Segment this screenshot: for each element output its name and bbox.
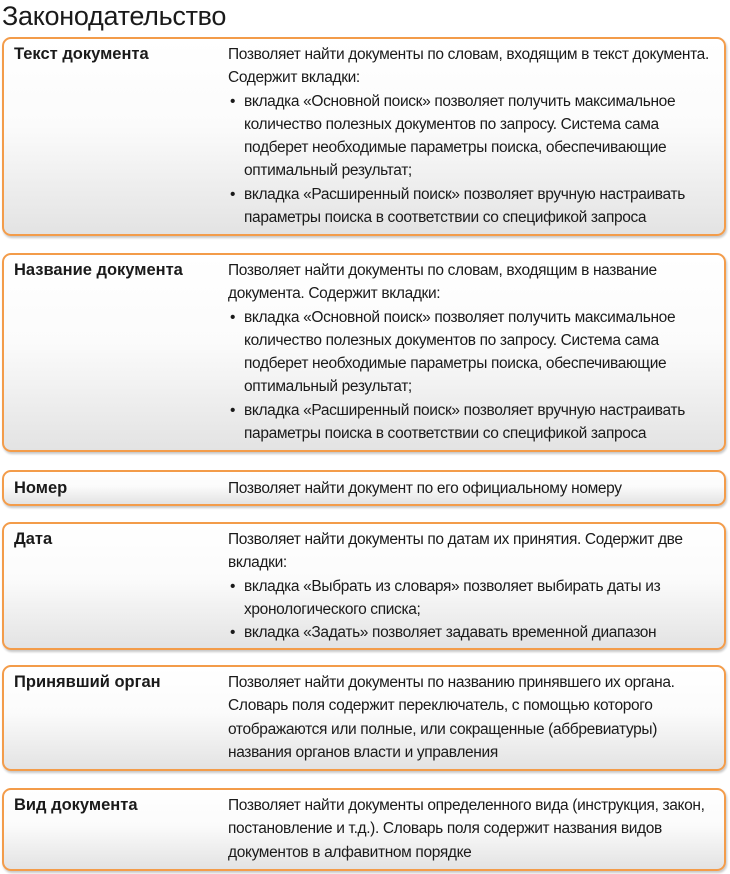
field-row-document-text: [2, 37, 726, 236]
description-text: Позволяет найти документ по его официальному номеру: [228, 480, 622, 497]
field-row-number: [2, 470, 726, 506]
description-text: Позволяет найти документы по словам, входящим в текст документа. Содержит вкладки:: [228, 46, 709, 87]
description-text: Позволяет найти документы по названию принявшего их органа. Словарь поля содержит переключатель, с помощью которого отображаются или полные, или сокращенные (аббревиатуры) названия органов власти и управления: [228, 674, 675, 761]
tab-list-item: • вкладка «Задать» позволяет задавать временной диапазон: [228, 621, 722, 644]
field-label: Текст документа: [14, 45, 149, 63]
field-row-document-title: [2, 253, 726, 452]
field-row-document-type: [2, 788, 726, 871]
tab-list-item: • вкладка «Выбрать из словаря» позволяет выбирать даты из хронологического списка;: [228, 575, 722, 622]
description-text: Позволяет найти документы определенного вида (инструкция, закон, постановление и т.д.). Словарь поля содержит названия видов документов в алфавитном порядке: [228, 797, 705, 861]
tab-list: [228, 90, 722, 230]
field-label: Номер: [14, 479, 68, 497]
tab-list: [228, 306, 722, 446]
tab-list: [228, 575, 722, 645]
field-description: [228, 671, 722, 764]
field-description: [228, 259, 722, 445]
field-label: Вид документа: [14, 796, 138, 814]
field-label: Название документа: [14, 261, 183, 279]
tab-list-item: • вкладка «Расширенный поиск» позволяет вручную настраивать параметры поиска в соответствии со спецификой запроса: [228, 399, 722, 446]
description-text: Позволяет найти документы по датам их принятия. Содержит две вкладки:: [228, 531, 683, 572]
field-row-date: [2, 522, 726, 650]
description-text: Позволяет найти документы по словам, входящим в название документа. Содержит вкладки:: [228, 262, 657, 303]
field-description: [228, 794, 722, 864]
field-description: [228, 43, 722, 229]
field-description: [228, 477, 722, 500]
field-row-issuing-authority: [2, 665, 726, 771]
tab-list-item: • вкладка «Основной поиск» позволяет получить максимальное количество полезных документов по запросу. Система сама подберет необходимые параметры поиска, обеспечивающие оптимальный результат;: [228, 90, 722, 183]
field-label: Принявший орган: [14, 673, 161, 691]
tab-list-item: • вкладка «Основной поиск» позволяет получить максимальное количество полезных документов по запросу. Система сама подберет необходимые параметры поиска, обеспечивающие оптимальный результат;: [228, 306, 722, 399]
tab-list-item: • вкладка «Расширенный поиск» позволяет вручную настраивать параметры поиска в соответствии со спецификой запроса: [228, 183, 722, 230]
field-description: [228, 528, 722, 644]
field-label: Дата: [14, 530, 53, 548]
page-title: Законодательство: [2, 1, 227, 31]
